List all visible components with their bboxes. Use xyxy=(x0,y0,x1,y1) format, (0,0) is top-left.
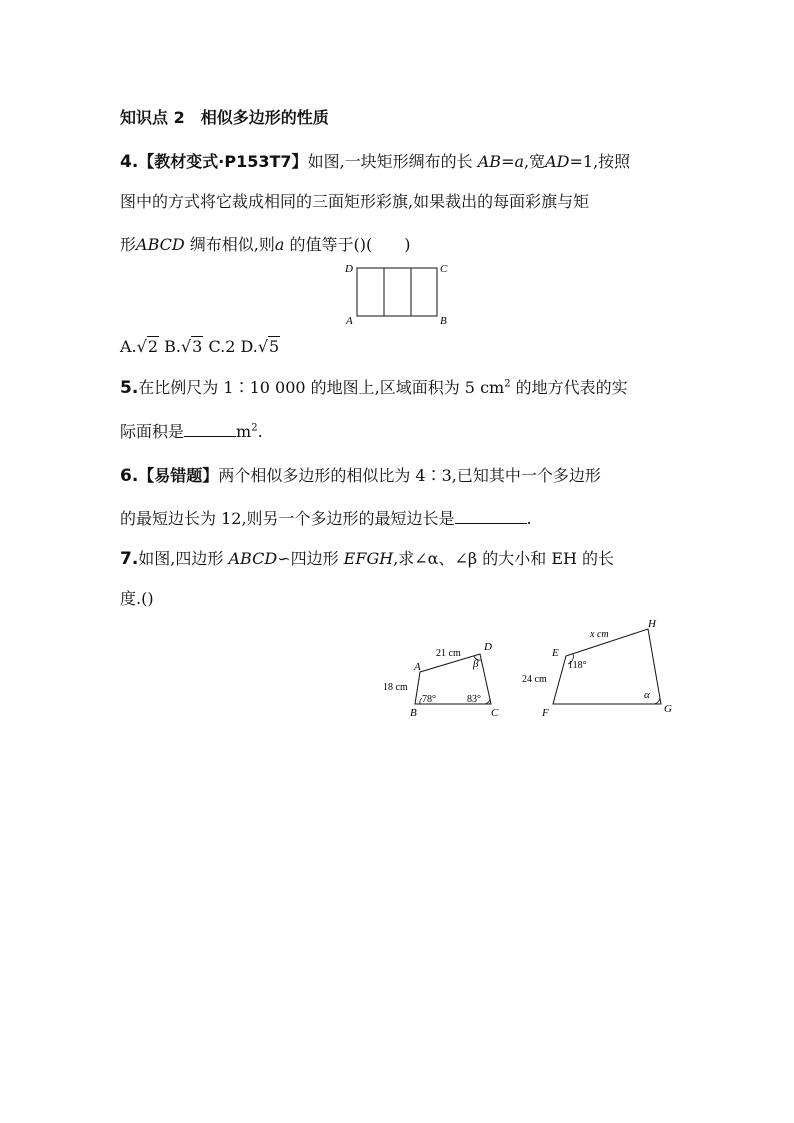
q7-len-eh: x cm xyxy=(590,629,609,640)
q4-ad: AD xyxy=(545,152,570,171)
q4-answer-bracket: 的值等于()( ) xyxy=(284,235,411,254)
q7-text-1a: 如图,四边形 xyxy=(138,549,229,568)
q4-eq: = xyxy=(501,152,515,171)
rect-abcd xyxy=(357,268,437,316)
q7-angle-b: 78° xyxy=(422,694,436,705)
q7-quadrilateral-figures xyxy=(378,612,678,722)
q6-answer-blank[interactable] xyxy=(455,507,527,524)
q7-label-f: F xyxy=(542,707,549,719)
quad-abcd xyxy=(383,641,499,719)
q5-line-2 xyxy=(120,420,263,442)
q6-text-2: 的最短边长为 12,则另一个多边形的最短边长是 xyxy=(120,509,455,528)
option-a-label: A. xyxy=(120,337,137,356)
q4-text-1: 如图,一块矩形绸布的长 xyxy=(307,152,473,171)
q7-beta: β xyxy=(473,658,479,670)
option-c: C.2 xyxy=(203,337,236,356)
q7-angle-e: 118° xyxy=(568,660,587,671)
q7-number: 7. xyxy=(120,549,139,569)
q4-text-3b: 绸布相似,则 xyxy=(184,235,275,254)
q4-rectangle-figure xyxy=(340,258,460,328)
option-d-sqrt: √5 xyxy=(257,337,280,356)
option-d-radicand: 5 xyxy=(269,337,280,356)
q7-len-ab: 18 cm xyxy=(383,682,408,693)
q7-abcd: ABCD xyxy=(228,549,278,568)
q5-period: . xyxy=(257,422,263,441)
q4-width-text: ,宽 xyxy=(524,152,546,171)
q5-line-1 xyxy=(120,378,628,398)
q4-line-1 xyxy=(120,152,630,172)
option-a-radicand: 2 xyxy=(147,337,159,356)
q7-len-ad: 21 cm xyxy=(436,648,461,659)
q5-number: 5. xyxy=(120,378,139,398)
q4-tag: 【教材变式·P153T7】 xyxy=(138,152,308,171)
q7-label-d: D xyxy=(484,641,492,653)
q6-text-1: 两个相似多边形的相似比为 4∶3,已知其中一个多边形 xyxy=(218,466,601,485)
q5-text-1: 在比例尺为 1∶10 000 的地图上,区域面积为 5 cm xyxy=(138,378,505,397)
q7-label-c: C xyxy=(491,707,499,719)
q7-line-2: 度.() xyxy=(120,589,154,608)
section-title: 知识点 2 相似多边形的性质 xyxy=(120,108,329,127)
label-b: B xyxy=(440,315,447,327)
q5-text-1b: 的地方代表的实 xyxy=(510,378,628,397)
q4-eq1: =1,按照 xyxy=(569,152,631,171)
angle-c-arc xyxy=(485,698,490,704)
q7-alpha: α xyxy=(644,689,650,701)
q4-ab: AB xyxy=(477,152,502,171)
quad-efgh xyxy=(522,618,672,719)
label-d: D xyxy=(345,263,353,275)
angle-g-arc xyxy=(654,698,660,704)
q4-a2: a xyxy=(274,235,285,254)
q7-efgh: EFGH xyxy=(343,549,394,568)
q6-line-1 xyxy=(120,466,601,486)
q6-period: . xyxy=(526,509,532,528)
q5-sup-2: 2 xyxy=(251,422,258,434)
q7-text-1b: 四边形 xyxy=(290,549,344,568)
q6-line-2 xyxy=(120,507,532,529)
q7-label-a: A xyxy=(414,661,421,673)
q7-text-1c: ,求∠α、∠β 的大小和 EH 的长 xyxy=(393,549,615,568)
q7-line-1 xyxy=(120,549,614,569)
q4-abcd: ABCD xyxy=(136,235,185,254)
option-d-label: D. xyxy=(235,337,258,356)
q4-line-3 xyxy=(120,235,411,255)
q5-answer-blank[interactable] xyxy=(184,420,236,437)
q7-label-g: G xyxy=(664,703,672,715)
q5-unit: m xyxy=(236,422,252,441)
q4-number: 4. xyxy=(120,152,139,172)
q5-sup-1: 2 xyxy=(504,378,511,390)
q7-angle-c: 83° xyxy=(467,694,481,705)
q7-label-e: E xyxy=(552,647,559,659)
q7-len-ef: 24 cm xyxy=(522,674,547,685)
q7-label-h: H xyxy=(648,618,656,630)
label-c: C xyxy=(440,263,448,275)
q4-text-3a: 形 xyxy=(120,235,137,254)
q7-label-b: B xyxy=(410,707,417,719)
q4-a: a xyxy=(514,152,525,171)
option-a-sqrt: √2 xyxy=(136,337,159,356)
option-b-label: B. xyxy=(159,337,181,356)
q6-number: 6. xyxy=(120,466,139,486)
q5-text-2: 际面积是 xyxy=(120,422,185,441)
option-b-radicand: 3 xyxy=(192,337,203,356)
label-a: A xyxy=(346,315,353,327)
option-b-sqrt: √3 xyxy=(180,337,203,356)
q4-options xyxy=(120,337,280,357)
q7-similar-sign: ∽ xyxy=(277,549,291,568)
q4-line-2: 图中的方式将它裁成相同的三面矩形彩旗,如果裁出的每面彩旗与矩 xyxy=(120,192,590,211)
q6-tag: 【易错题】 xyxy=(138,466,219,485)
